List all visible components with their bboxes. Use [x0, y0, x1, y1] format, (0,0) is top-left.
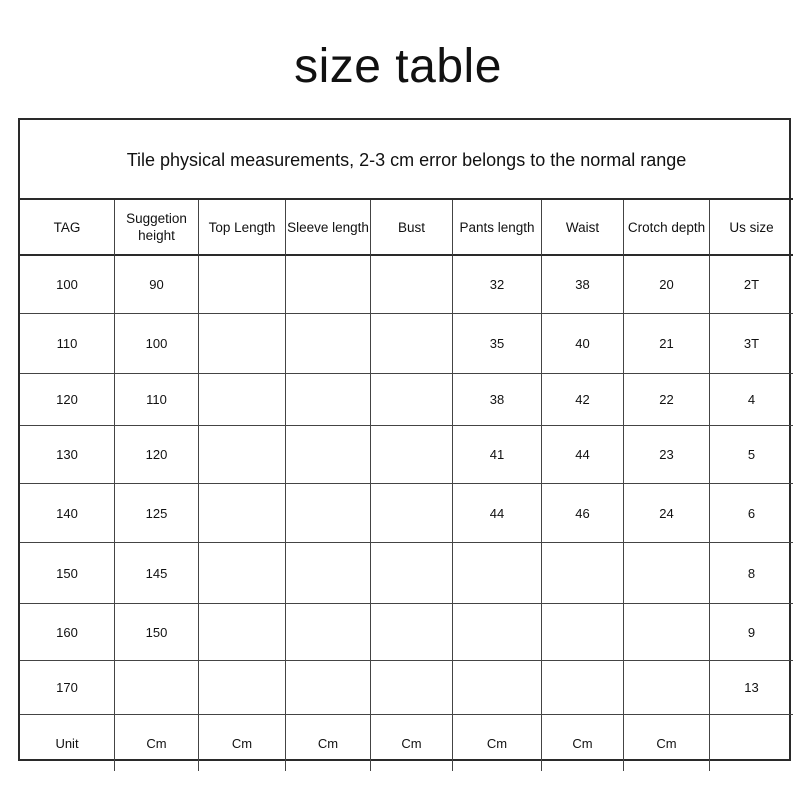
measurement-note: Tile physical measurements, 2-3 cm error belongs to the normal range [20, 120, 793, 200]
table-cell: 23 [624, 426, 710, 484]
table-cell: 6 [710, 484, 793, 543]
header-pants-length: Pants length [453, 200, 542, 256]
table-cell [199, 426, 286, 484]
table-cell: 22 [624, 374, 710, 426]
table-cell: 8 [710, 543, 793, 604]
table-cell: 46 [542, 484, 624, 543]
table-cell: 24 [624, 484, 710, 543]
table-cell: 90 [115, 256, 199, 314]
header-us-size: Us size [710, 200, 793, 256]
table-cell: 41 [453, 426, 542, 484]
row-tag: Unit [20, 715, 115, 771]
table-cell [624, 604, 710, 661]
page-title: size table [294, 40, 502, 93]
table-cell [542, 604, 624, 661]
table-cell: 120 [115, 426, 199, 484]
table-cell [286, 604, 371, 661]
table-cell [199, 484, 286, 543]
table-cell [199, 661, 286, 715]
table-cell: 150 [115, 604, 199, 661]
table-cell: 9 [710, 604, 793, 661]
header-crotch-depth: Crotch depth [624, 200, 710, 256]
table-cell [286, 543, 371, 604]
table-cell: 38 [542, 256, 624, 314]
table-cell [286, 484, 371, 543]
header-waist: Waist [542, 200, 624, 256]
table-cell [624, 661, 710, 715]
row-tag: 100 [20, 256, 115, 314]
table-cell: 13 [710, 661, 793, 715]
table-cell [199, 604, 286, 661]
table-cell [199, 314, 286, 374]
table-cell: 44 [453, 484, 542, 543]
table-cell: 125 [115, 484, 199, 543]
table-cell: 100 [115, 314, 199, 374]
table-cell [371, 661, 453, 715]
table-cell: 44 [542, 426, 624, 484]
table-cell: 40 [542, 314, 624, 374]
table-cell [371, 484, 453, 543]
table-cell: 35 [453, 314, 542, 374]
table-cell [453, 661, 542, 715]
table-cell [371, 426, 453, 484]
row-tag: 140 [20, 484, 115, 543]
table-cell [286, 256, 371, 314]
table-cell: Cm [624, 715, 710, 771]
row-tag: 170 [20, 661, 115, 715]
table-cell [624, 543, 710, 604]
header-sleeve-length: Sleeve length [286, 200, 371, 256]
table-cell: 3T [710, 314, 793, 374]
table-cell [542, 661, 624, 715]
table-cell: 5 [710, 426, 793, 484]
header-bust: Bust [371, 200, 453, 256]
table-cell: 42 [542, 374, 624, 426]
table-cell: 4 [710, 374, 793, 426]
table-cell: Cm [286, 715, 371, 771]
table-cell: 21 [624, 314, 710, 374]
table-cell: Cm [542, 715, 624, 771]
table-cell: Cm [453, 715, 542, 771]
header-suggestion-height: Suggetion height [115, 200, 199, 256]
table-cell: 2T [710, 256, 793, 314]
table-cell [286, 661, 371, 715]
table-cell [371, 314, 453, 374]
table-cell [453, 604, 542, 661]
row-tag: 120 [20, 374, 115, 426]
row-tag: 160 [20, 604, 115, 661]
table-cell [371, 374, 453, 426]
header-tag: TAG [20, 200, 115, 256]
row-tag: 110 [20, 314, 115, 374]
table-cell: 145 [115, 543, 199, 604]
table-cell [542, 543, 624, 604]
table-cell [199, 543, 286, 604]
table-cell [453, 543, 542, 604]
table-cell [286, 314, 371, 374]
table-cell [371, 256, 453, 314]
table-cell: Cm [115, 715, 199, 771]
table-cell: 32 [453, 256, 542, 314]
size-table [18, 118, 791, 761]
table-cell [199, 374, 286, 426]
table-cell: Cm [199, 715, 286, 771]
table-cell [371, 543, 453, 604]
table-cell [286, 426, 371, 484]
table-cell: 38 [453, 374, 542, 426]
row-tag: 130 [20, 426, 115, 484]
header-top-length: Top Length [199, 200, 286, 256]
table-cell [115, 661, 199, 715]
table-cell [371, 604, 453, 661]
table-cell: 20 [624, 256, 710, 314]
table-cell: 110 [115, 374, 199, 426]
table-cell [286, 374, 371, 426]
row-tag: 150 [20, 543, 115, 604]
table-cell: Cm [371, 715, 453, 771]
table-cell [199, 256, 286, 314]
table-cell [710, 715, 793, 771]
